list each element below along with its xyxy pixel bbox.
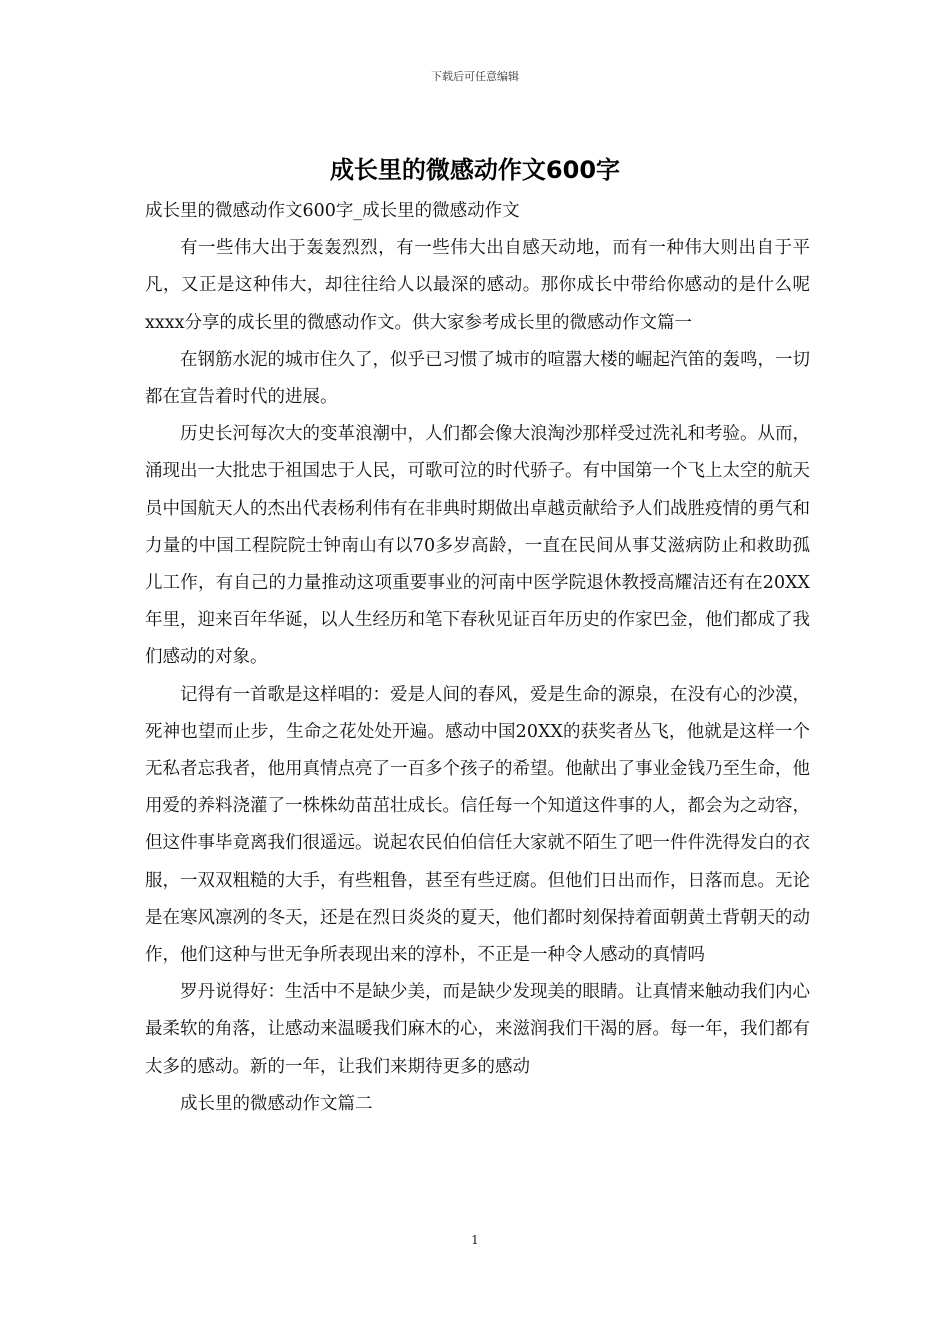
paragraph-city: 在钢筋水泥的城市住久了，似乎已习惯了城市的喧嚣大楼的崛起汽笛的轰鸣，一切都在宣告着时代的进展。 [145,349,810,408]
paragraph-song: 记得有一首歌是这样唱的：爱是人间的春风，爱是生命的源泉，在没有心的沙漠，死神也望而止步，生命之花处处开遍。感动中国20XX的获奖者丛飞，他就是这样一个无私者忘我者，他用真情点亮了一百多个孩子的希望。他献出了事业金钱乃至生命，他用爱的养料浇灌了一株株幼苗茁壮成长。信任每一个知道这件事的人，都会为之动容，但这件事毕竟离我们很遥远。说起农民伯伯信任大家就不陌生了吧一件件洗得发白的衣服，一双双粗糙的大手，有些粗鲁，甚至有些迂腐。但他们日出而作，日落而息。无论是在寒风凛冽的冬天，还是在烈日炎炎的夏天，他们都时刻保持着面朝黄土背朝天的动作，他们这种与世无争所表现出来的淳朴，不正是一种令人感动的真情吗 [145,684,810,966]
subtitle-line: 成长里的微感动作文600字_成长里的微感动作文 [145,201,520,221]
section-heading-part-two: 成长里的微感动作文篇二 [180,1093,373,1114]
paragraph-history: 历史长河每次大的变革浪潮中，人们都会像大浪淘沙那样受过洗礼和考验。从而，涌现出一大批忠于祖国忠于人民，可歌可泣的时代骄子。有中国第一个飞上太空的航天员中国航天人的杰出代表杨利伟有在非典时期做出卓越贡献给予人们战胜疫情的勇气和力量的中国工程院院士钟南山有以70多岁高龄，一直在民间从事艾滋病防止和救助孤儿工作，有自己的力量推动这项重要事业的河南中医学院退休教授高耀洁还有在20XX年里，迎来百年华诞，以人生经历和笔下春秋见证百年历史的作家巴金，他们都成了我们感动的对象。 [145,424,810,668]
header-note: 下载后可任意编辑 [431,70,519,83]
paragraph-intro: 有一些伟大出于轰轰烈烈，有一些伟大出自感天动地，而有一种伟大则出自于平凡，又正是这种伟大，却往往给人以最深的感动。那你成长中带给你感动的是什么呢xxxx分享的成长里的微感动作文。供大家参考成长里的微感动作文篇一 [145,238,810,333]
paragraph-rodin: 罗丹说得好：生活中不是缺少美，而是缺少发现美的眼睛。让真情来触动我们内心最柔软的角落，让感动来温暖我们麻木的心，来滋润我们干渴的唇。每一年，我们都有太多的感动。新的一年，让我们来期待更多的感动 [145,982,810,1077]
page-number: 1 [471,1233,479,1247]
document-body [145,193,810,1123]
document-title: 成长里的微感动作文600字 [329,156,621,184]
